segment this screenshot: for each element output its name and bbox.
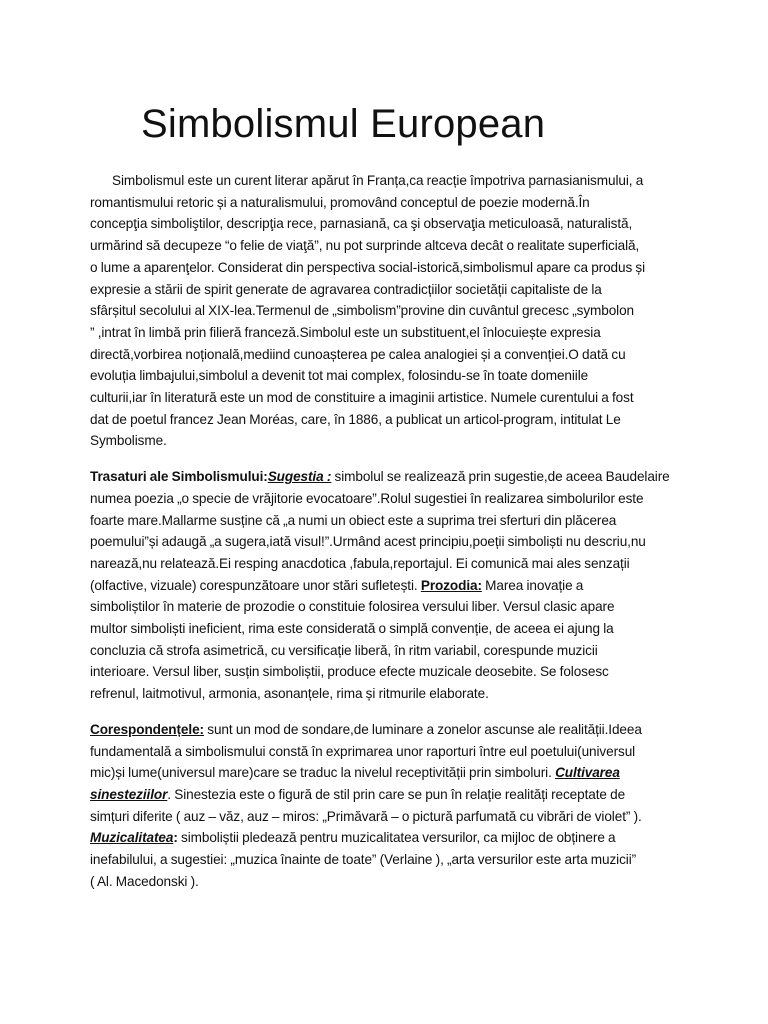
page-title: Simbolismul European xyxy=(141,102,546,146)
text-line: romantismului retoric și a naturalismului, promovând conceptul de poezie modernă.În xyxy=(90,194,590,210)
text-line: narează,nu relatează.Ei resping anacdotica ,fabula,reportajul. Ei comunică mai ales senzații xyxy=(90,555,630,571)
text-line: poemului”și adaugă „a sugera,iată visul!”.Urmând acest principiu,poeții simboliști nu descriu,nu xyxy=(90,534,646,550)
term-corespondentele: Corespondențele: xyxy=(90,721,204,737)
text-line: culturii,iar în literatură este un mod de constituire a imaginii artistice. Numele curentului a fost xyxy=(90,390,634,406)
traits-paragraph xyxy=(90,466,682,705)
text-line: inefabilului, a sugestiei: „muzica înainte de toate” (Verlaine ), „arta versurilor este arta muzicii” xyxy=(90,852,637,868)
text-line xyxy=(90,827,682,849)
text-line: dat de poetul francez Jean Moréas, care, în 1886, a publicat un articol-program, intitulat Le xyxy=(90,411,621,427)
text-line: o lume a aparenţelor. Considerat din perspectiva social-istorică,simbolismul apare ca produs și xyxy=(90,259,646,275)
term-cultivarea: Cultivarea xyxy=(555,765,620,781)
text-line: evoluția limbajului,simbolul a devenit tot mai complex, folosindu-se în toate domeniile xyxy=(90,368,589,384)
text-line: urmărind să decupeze “o felie de viaţă”, nu pot surprinde altceva decât o realitate superficială, xyxy=(90,238,640,254)
intro-paragraph xyxy=(90,170,682,452)
text-line: Symbolisme. xyxy=(90,433,167,449)
text-line: ” ,intrat în limbă prin filieră franceză.Simbolul este un substituent,el înlocuiește expresia xyxy=(90,324,601,340)
text-line: simțuri diferite ( auz – văz, auz – miros: „Primăvară – o pictură parfumată cu vibrări de violet” ). xyxy=(90,808,642,824)
term-sinesteziilor: sinesteziilor xyxy=(90,786,168,802)
text-line: ( Al. Macedonski ). xyxy=(90,873,199,889)
text-line: expresie a stării de spirit generate de agravarea contradicțiilor societății capitaliste de la xyxy=(90,281,602,297)
document-body xyxy=(90,170,682,907)
text-line xyxy=(90,784,682,806)
term-sugestia: Sugestia : xyxy=(267,469,332,485)
text-line: interioare. Versul liber, susțin simboliștii, produce efecte muzicale deosebite. Se folosesc xyxy=(90,664,609,680)
text-line: Simbolismul este un curent literar apărut în Franța,ca reacție împotriva parnasianismului, a xyxy=(112,173,644,188)
text-line: fundamentală a simbolismului constă în exprimarea unor raporturi între eul poetului(universul xyxy=(90,743,636,759)
text-line: numea poezia „o specie de vrăjitorie evocatoare”.Rolul sugestiei în realizarea simbolurilor este xyxy=(90,490,644,506)
term-prozodia: Prozodia: xyxy=(420,577,482,593)
text-line: sfârșitul secolului al XIX-lea.Termenul de „simbolism”provine din cuvântul grecesc „symbolon xyxy=(90,303,635,319)
traits-heading: Trasaturi ale Simbolismului: xyxy=(90,469,268,485)
text-segment: (olfactive, vizuale) corespunzătoare unor stări sufletești. xyxy=(90,577,421,593)
text-line: multor simboliști ineficient, rima este considerată o simplă convenție, de aceea ei ajung la xyxy=(90,621,614,637)
correspondences-paragraph xyxy=(90,719,682,893)
text-line xyxy=(90,575,682,597)
text-line: directă,vorbirea noțională,mediind cunoașterea pe calea analogiei și a convenției.O dată cu xyxy=(90,346,626,362)
term-muzicalitatea: Muzicalitatea xyxy=(90,830,174,846)
text-line xyxy=(90,762,682,784)
text-line xyxy=(90,719,682,741)
text-line: concluzia că strofa asimetrică, cu versificație liberă, în ritm variabil, corespunde muzicii xyxy=(90,642,598,658)
text-segment: simbolul se realizează prin sugestie,de aceea Baudelaire xyxy=(331,469,670,485)
text-segment: simboliștii pledează pentru muzicalitatea versurilor, ca mijloc de obținere a xyxy=(177,830,616,846)
text-line: concepţia simboliştilor, descripţia rece, parnasiană, ca şi observaţia meticuloasă, naturalistă, xyxy=(90,216,633,232)
text-segment: : xyxy=(173,830,178,846)
text-segment: sunt un mod de sondare,de luminare a zonelor ascunse ale realității.Ideea xyxy=(203,721,642,737)
text-line xyxy=(90,466,682,488)
text-segment: . Sinestezia este o figură de stil prin care se pun în relație realități receptate de xyxy=(167,786,626,802)
text-segment: mic)și lume(universul mare)care se traduc la nivelul receptivității prin simboluri. xyxy=(90,765,556,781)
text-line: refrenul, laitmotivul, armonia, asonanțele, rima și ritmurile elaborate. xyxy=(90,686,489,702)
text-line: foarte mare.Mallarme susține că „a numi un obiect este a suprima trei sferturi din plăcerea xyxy=(90,512,617,528)
text-segment: Marea inovație a xyxy=(481,577,584,593)
text-line: simboliștilor în materie de prozodie o constituie folosirea versului liber. Versul clasic apare xyxy=(90,599,615,615)
